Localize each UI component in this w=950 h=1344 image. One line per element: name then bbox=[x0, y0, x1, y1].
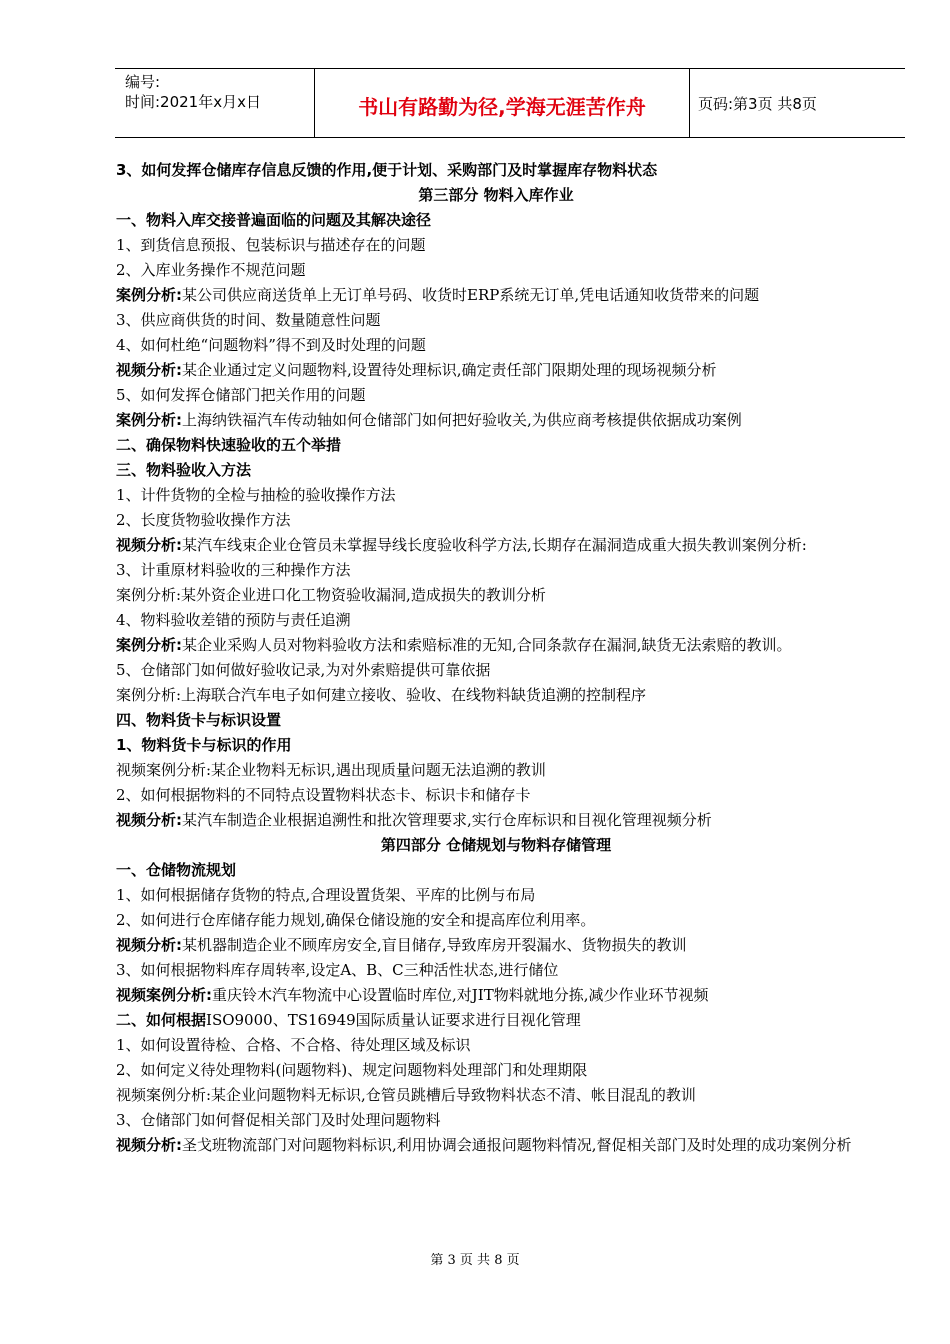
document-body bbox=[116, 158, 876, 1158]
analysis-item bbox=[116, 808, 876, 833]
body-line bbox=[116, 608, 876, 633]
analysis-item bbox=[116, 408, 876, 433]
line-text: 重庆铃木汽车物流中心设置临时库位,对JIT物料就地分拣,减少作业环节视频 bbox=[212, 986, 709, 1004]
motto: 书山有路勤为径,学海无涯苦作舟 bbox=[358, 95, 646, 119]
section-heading bbox=[116, 158, 876, 183]
analysis-label: 二、如何根据 bbox=[116, 1011, 207, 1029]
body-line bbox=[116, 558, 876, 583]
body-line bbox=[116, 1108, 876, 1133]
analysis-label: 案例分析: bbox=[116, 411, 182, 429]
page-footer: 第 3 页 共 8 页 bbox=[430, 1253, 520, 1268]
section-heading bbox=[116, 458, 876, 483]
analysis-label: 视频分析: bbox=[116, 361, 182, 379]
body-line bbox=[116, 233, 876, 258]
analysis-item bbox=[116, 1008, 876, 1033]
body-line bbox=[116, 258, 876, 283]
line-text: 4、如何杜绝“问题物料”得不到及时处理的问题 bbox=[116, 336, 426, 354]
section-heading bbox=[116, 858, 876, 883]
part-title bbox=[116, 833, 876, 858]
line-text: 某机器制造企业不顾库房安全,盲目储存,导致库房开裂漏水、货物损失的教训 bbox=[182, 936, 687, 954]
section-heading bbox=[116, 708, 876, 733]
line-text: 3、供应商供货的时间、数量随意性问题 bbox=[116, 311, 381, 329]
body-line bbox=[116, 583, 876, 608]
line-text: 4、物料验收差错的预防与责任追溯 bbox=[116, 611, 351, 629]
line-text: 某企业通过定义问题物料,设置待处理标识,确定责任部门限期处理的现场视频分析 bbox=[182, 361, 717, 379]
line-text: 2、如何根据物料的不同特点设置物料状态卡、标识卡和储存卡 bbox=[116, 786, 531, 804]
body-line bbox=[116, 383, 876, 408]
line-text: 第四部分 仓储规划与物料存储管理 bbox=[380, 836, 612, 854]
line-text: 某公司供应商送货单上无订单号码、收货时ERP系统无订单,凭电话通知收货带来的问题 bbox=[182, 286, 760, 304]
line-text: 3、仓储部门如何督促相关部门及时处理问题物料 bbox=[116, 1111, 441, 1129]
line-text: ISO9000、TS16949国际质量认证要求进行目视化管理 bbox=[206, 1011, 581, 1029]
line-text: 案例分析:某外资企业进口化工物资验收漏洞,造成损失的教训分析 bbox=[116, 586, 546, 604]
body-line bbox=[116, 658, 876, 683]
line-text: 3、如何发挥仓储库存信息反馈的作用,便于计划、采购部门及时掌握库存物料状态 bbox=[116, 161, 658, 179]
body-line bbox=[116, 1058, 876, 1083]
body-line bbox=[116, 1033, 876, 1058]
line-text: 1、如何设置待检、合格、不合格、待处理区域及标识 bbox=[116, 1036, 471, 1054]
time-label: 时间:2021年x月x日 bbox=[125, 93, 261, 111]
analysis-label: 视频案例分析: bbox=[116, 986, 212, 1004]
body-line bbox=[116, 908, 876, 933]
analysis-label: 视频分析: bbox=[116, 936, 182, 954]
body-line bbox=[116, 758, 876, 783]
line-text: 3、计重原材料验收的三种操作方法 bbox=[116, 561, 351, 579]
line-text: 1、计件货物的全检与抽检的验收操作方法 bbox=[116, 486, 396, 504]
page-header bbox=[115, 68, 905, 138]
line-text: 圣戈班物流部门对问题物料标识,利用协调会通报问题物料情况,督促相关部门及时处理的成功案例分析 bbox=[182, 1136, 852, 1154]
body-line bbox=[116, 333, 876, 358]
section-heading bbox=[116, 433, 876, 458]
body-line bbox=[116, 308, 876, 333]
page-number-label: 页码:第3页 共8页 bbox=[698, 95, 817, 113]
line-text: 1、如何根据储存货物的特点,合理设置货架、平库的比例与布局 bbox=[116, 886, 536, 904]
analysis-item bbox=[116, 633, 876, 658]
analysis-label: 案例分析: bbox=[116, 636, 182, 654]
analysis-label: 视频分析: bbox=[116, 811, 182, 829]
line-text: 某汽车线束企业仓管员未掌握导线长度验收科学方法,长期存在漏洞造成重大损失教训案例分析: bbox=[182, 536, 807, 554]
analysis-item bbox=[116, 933, 876, 958]
line-text: 2、如何定义待处理物料(问题物料)、规定问题物料处理部门和处理期限 bbox=[116, 1061, 588, 1079]
body-line bbox=[116, 883, 876, 908]
line-text: 1、物料货卡与标识的作用 bbox=[116, 736, 292, 754]
analysis-item bbox=[116, 283, 876, 308]
number-label: 编号: bbox=[125, 73, 161, 91]
line-text: 二、确保物料快速验收的五个举措 bbox=[116, 436, 342, 454]
line-text: 四、物料货卡与标识设置 bbox=[116, 711, 282, 729]
body-line bbox=[116, 483, 876, 508]
analysis-item bbox=[116, 1133, 876, 1158]
line-text: 案例分析:上海联合汽车电子如何建立接收、验收、在线物料缺货追溯的控制程序 bbox=[116, 686, 647, 704]
line-text: 某汽车制造企业根据追溯性和批次管理要求,实行仓库标识和目视化管理视频分析 bbox=[182, 811, 712, 829]
line-text: 视频案例分析:某企业物料无标识,遇出现质量问题无法追溯的教训 bbox=[116, 761, 546, 779]
line-text: 一、仓储物流规划 bbox=[116, 861, 237, 879]
line-text: 1、到货信息预报、包装标识与描述存在的问题 bbox=[116, 236, 426, 254]
line-text: 某企业采购人员对物料验收方法和索赔标准的无知,合同条款存在漏洞,缺货无法索赔的教训。 bbox=[182, 636, 792, 654]
body-line bbox=[116, 683, 876, 708]
line-text: 第三部分 物料入库作业 bbox=[418, 186, 574, 204]
analysis-label: 视频分析: bbox=[116, 1136, 182, 1154]
part-title bbox=[116, 183, 876, 208]
line-text: 三、物料验收入方法 bbox=[116, 461, 252, 479]
line-text: 2、入库业务操作不规范问题 bbox=[116, 261, 306, 279]
body-line bbox=[116, 783, 876, 808]
line-text: 上海纳铁福汽车传动轴如何仓储部门如何把好验收关,为供应商考核提供依据成功案例 bbox=[182, 411, 742, 429]
header-motto-cell bbox=[315, 69, 690, 137]
line-text: 3、如何根据物料库存周转率,设定A、B、C三种活性状态,进行储位 bbox=[116, 961, 559, 979]
analysis-item bbox=[116, 983, 876, 1008]
line-text: 一、物料入库交接普遍面临的问题及其解决途径 bbox=[116, 211, 432, 229]
header-page-cell bbox=[690, 69, 905, 137]
line-text: 5、如何发挥仓储部门把关作用的问题 bbox=[116, 386, 366, 404]
line-text: 视频案例分析:某企业问题物料无标识,仓管员跳槽后导致物料状态不清、帐目混乱的教训 bbox=[116, 1086, 696, 1104]
section-heading bbox=[116, 733, 876, 758]
line-text: 2、长度货物验收操作方法 bbox=[116, 511, 291, 529]
section-heading bbox=[116, 208, 876, 233]
line-text: 5、仓储部门如何做好验收记录,为对外索赔提供可靠依据 bbox=[116, 661, 491, 679]
analysis-label: 案例分析: bbox=[116, 286, 182, 304]
analysis-item bbox=[116, 533, 876, 558]
header-info-cell bbox=[115, 69, 315, 137]
analysis-item bbox=[116, 358, 876, 383]
line-text: 2、如何进行仓库储存能力规划,确保仓储设施的安全和提高库位利用率。 bbox=[116, 911, 596, 929]
body-line bbox=[116, 1083, 876, 1108]
analysis-label: 视频分析: bbox=[116, 536, 182, 554]
body-line bbox=[116, 508, 876, 533]
body-line bbox=[116, 958, 876, 983]
